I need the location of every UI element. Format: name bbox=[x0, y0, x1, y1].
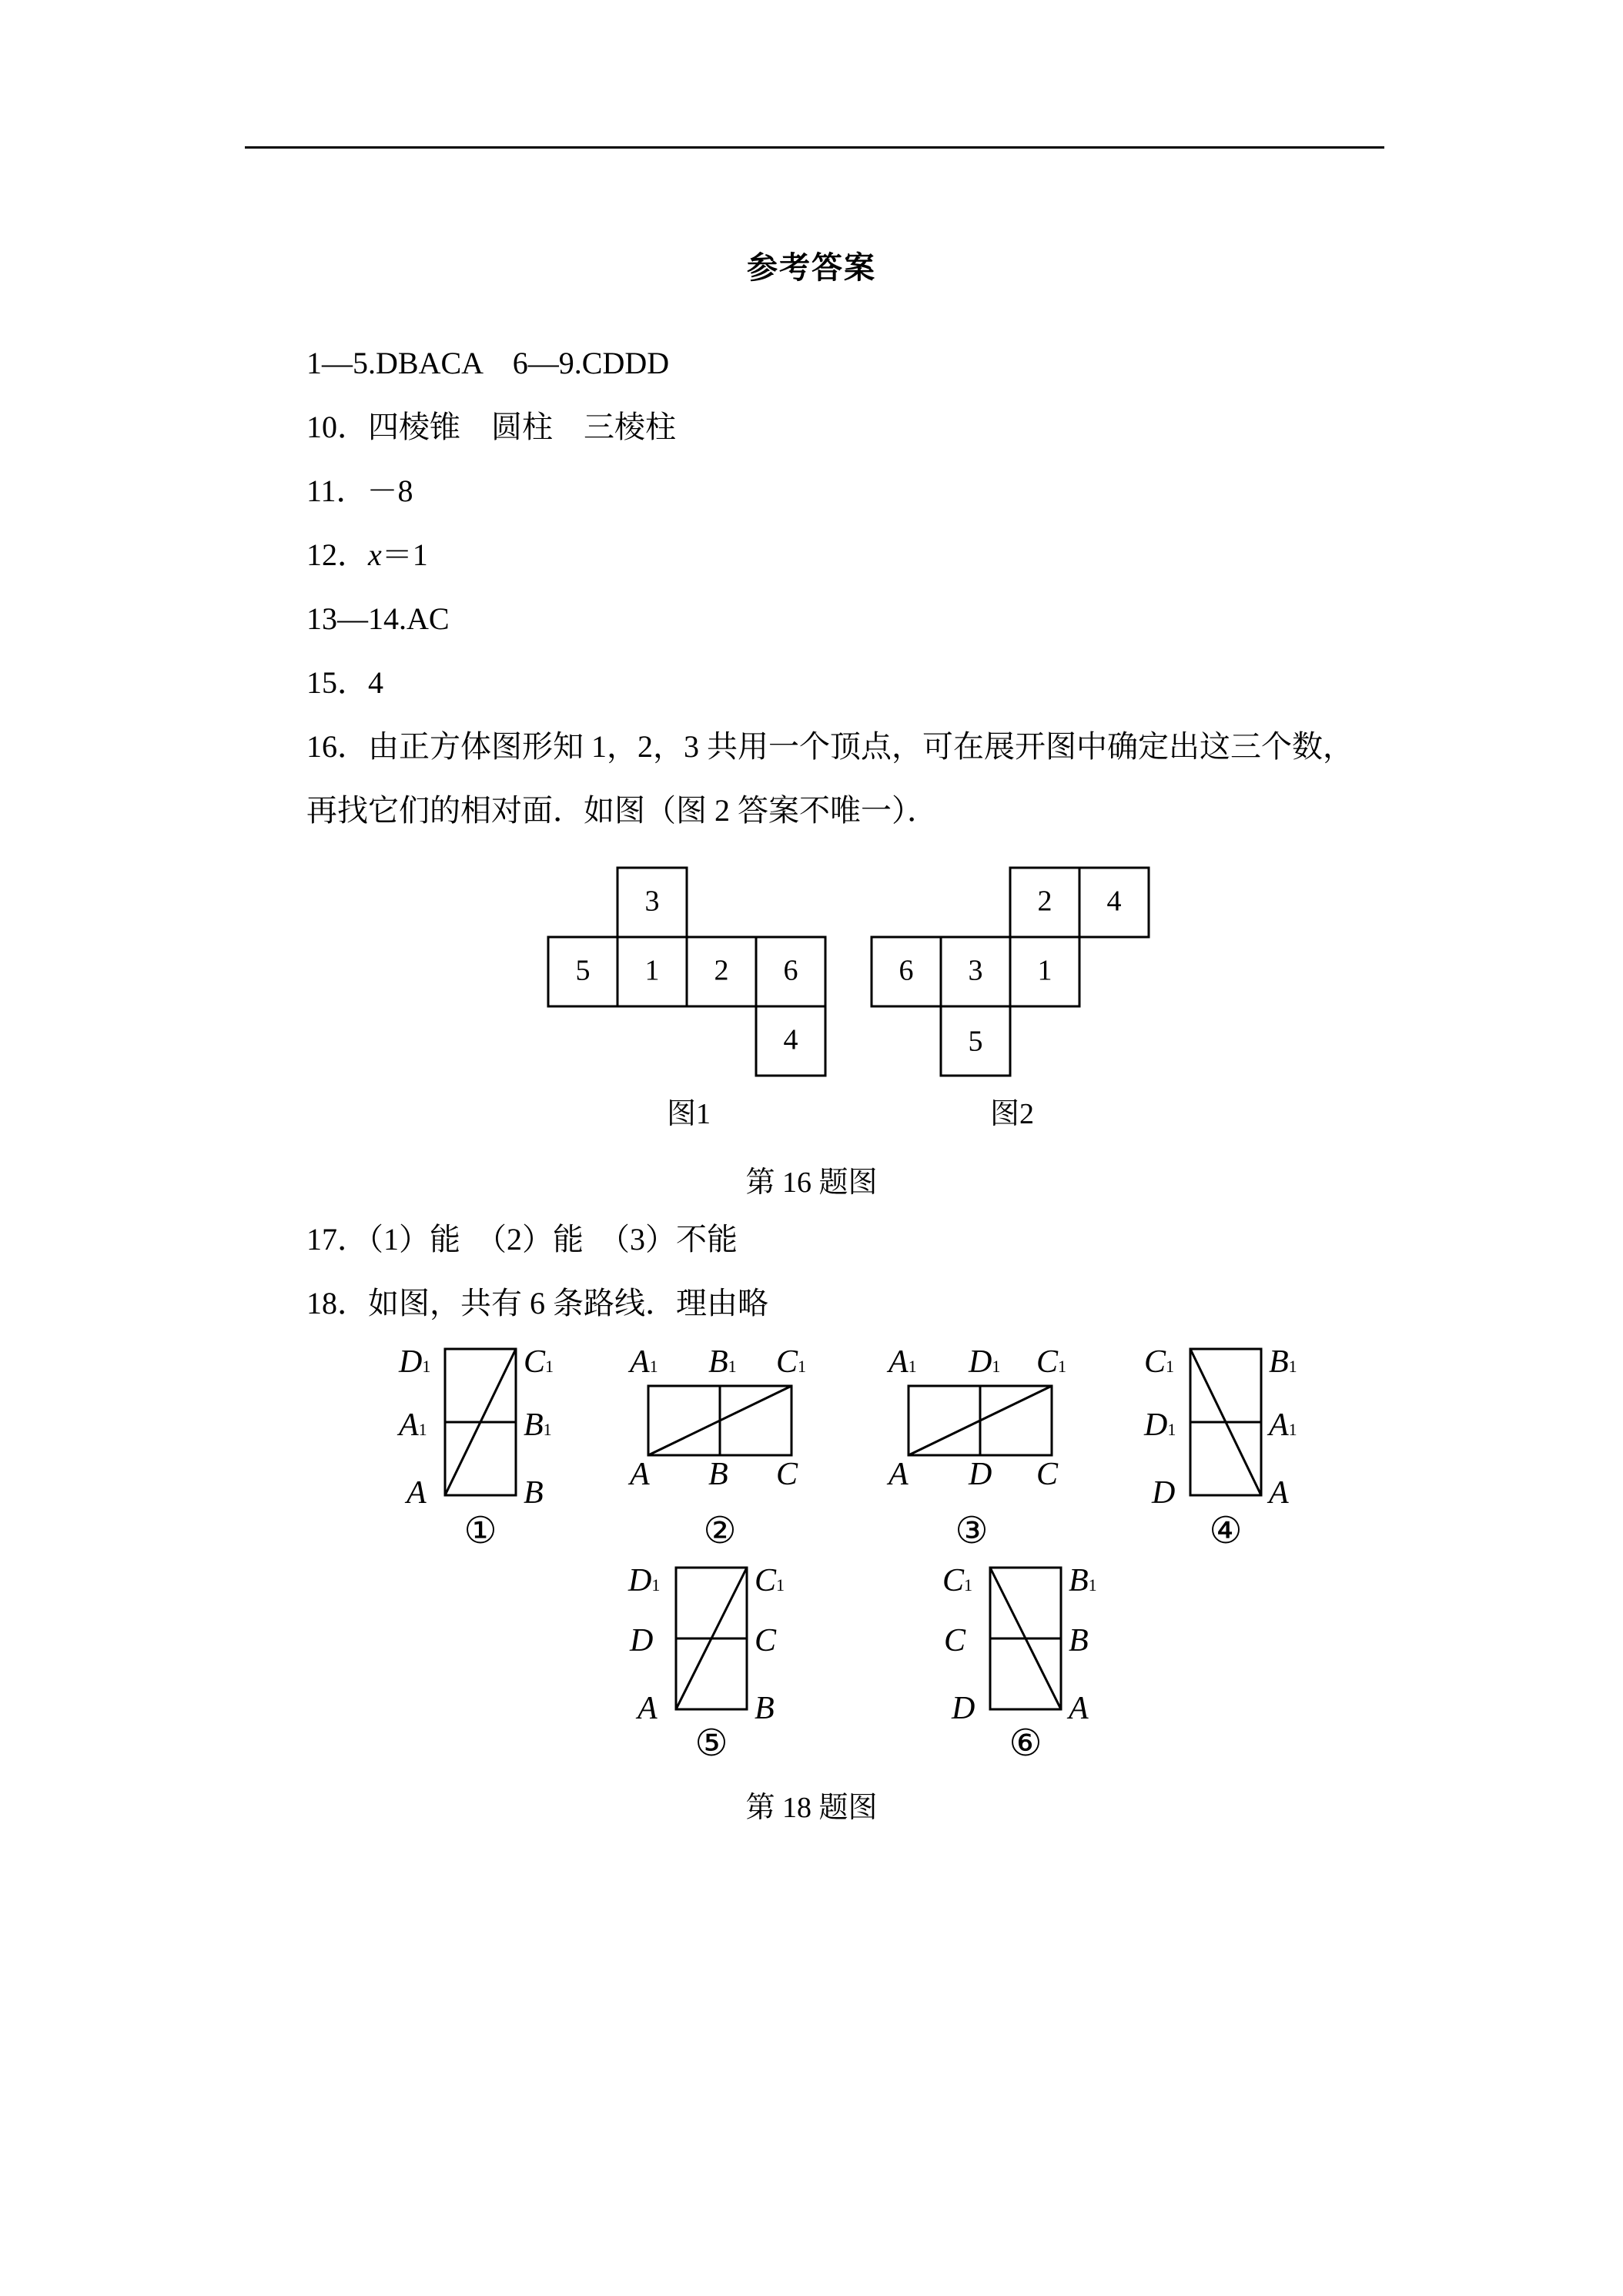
label: A bbox=[630, 1344, 650, 1380]
svg-text:D1 bbox=[627, 1563, 660, 1598]
label: A bbox=[888, 1344, 909, 1380]
label: A bbox=[888, 1457, 909, 1492]
svg-text:C1 bbox=[1144, 1344, 1174, 1380]
figure-18-caption: 第 18 题图 bbox=[745, 1792, 878, 1824]
label: D bbox=[628, 1563, 652, 1598]
figure-16-caption-1: 图1 bbox=[667, 1098, 711, 1130]
answer-10: 10．四棱锥 圆柱 三棱柱 bbox=[306, 410, 676, 444]
net1-cell: 6 bbox=[783, 954, 798, 987]
label: B bbox=[755, 1691, 775, 1726]
label: B bbox=[524, 1475, 544, 1511]
label: A bbox=[1269, 1407, 1289, 1443]
label: B bbox=[1069, 1623, 1089, 1658]
svg-text:B1 bbox=[1069, 1563, 1097, 1598]
label: A bbox=[1069, 1691, 1089, 1726]
net2-top: 4 bbox=[1106, 885, 1122, 918]
net2-cell: 1 bbox=[1037, 954, 1052, 987]
label-subscript: 1 bbox=[1288, 1420, 1297, 1439]
label-subscript: 1 bbox=[992, 1357, 1001, 1376]
label: A bbox=[399, 1407, 419, 1443]
net1-cell: 1 bbox=[644, 954, 660, 987]
net1-cell: 2 bbox=[714, 954, 729, 987]
svg-text:C1 bbox=[1036, 1344, 1066, 1380]
route-number: ③ bbox=[955, 1511, 989, 1551]
label: B bbox=[1069, 1563, 1089, 1598]
label-subscript: 1 bbox=[545, 1357, 554, 1376]
label-subscript: 1 bbox=[1166, 1357, 1175, 1376]
net1-cell: 5 bbox=[575, 954, 591, 987]
route-number: ⑥ bbox=[1009, 1723, 1042, 1764]
answer-18: 18．如图，共有 6 条路线．理由略 bbox=[306, 1286, 768, 1320]
svg-text:D1 bbox=[1143, 1407, 1176, 1443]
answer-17: 17．（1）能 （2）能 （3）不能 bbox=[306, 1222, 738, 1257]
label: D bbox=[969, 1344, 992, 1380]
svg-text:C1 bbox=[942, 1563, 972, 1598]
answer-16-line2: 再找它们的相对面．如图（图 2 答案不唯一）． bbox=[306, 793, 938, 828]
net2-top: 2 bbox=[1037, 885, 1052, 918]
svg-text:C1 bbox=[776, 1344, 806, 1380]
label: D bbox=[1144, 1407, 1168, 1443]
svg-text:B1 bbox=[524, 1407, 552, 1443]
label-subscript: 1 bbox=[728, 1357, 737, 1376]
label: A bbox=[407, 1475, 427, 1511]
answer-11: 11．－8 bbox=[306, 474, 413, 508]
label-subscript: 1 bbox=[964, 1575, 973, 1595]
answer-12-prefix: 12． bbox=[306, 537, 368, 572]
label-subscript: 1 bbox=[776, 1575, 785, 1595]
label-subscript: 1 bbox=[908, 1357, 917, 1376]
label: C bbox=[776, 1457, 798, 1492]
label-subscript: 1 bbox=[422, 1357, 431, 1376]
label: D bbox=[969, 1457, 992, 1492]
route-number: ④ bbox=[1209, 1511, 1243, 1551]
label: B bbox=[708, 1344, 728, 1380]
label: D bbox=[630, 1623, 654, 1658]
label: C bbox=[1036, 1344, 1059, 1380]
label-subscript: 1 bbox=[418, 1420, 427, 1439]
answer-12-value: ＝1 bbox=[381, 537, 428, 572]
net2-bottom: 5 bbox=[968, 1025, 983, 1058]
label: C bbox=[1036, 1457, 1059, 1492]
label-subscript: 1 bbox=[651, 1575, 661, 1595]
svg-text:A1 bbox=[1267, 1407, 1297, 1443]
label: B bbox=[524, 1407, 544, 1443]
route-number: ② bbox=[703, 1511, 737, 1551]
answer-1-9: 1—5.DBACA 6—9.CDDD bbox=[306, 346, 670, 380]
svg-text:A1 bbox=[397, 1407, 427, 1443]
page-title: 参考答案 bbox=[747, 250, 876, 285]
route-number: ① bbox=[463, 1511, 497, 1551]
net2-cell: 3 bbox=[968, 954, 983, 987]
net1-bottom: 4 bbox=[783, 1023, 798, 1056]
svg-text:A1 bbox=[627, 1344, 658, 1380]
label: C bbox=[942, 1563, 965, 1598]
label: B bbox=[1269, 1344, 1289, 1380]
svg-text:D1 bbox=[398, 1344, 430, 1380]
label-subscript: 1 bbox=[649, 1357, 658, 1376]
answer-12-variable: x bbox=[368, 537, 382, 572]
answer-13-14: 13—14.AC bbox=[306, 601, 450, 636]
label-subscript: 1 bbox=[798, 1357, 807, 1376]
label-subscript: 1 bbox=[1167, 1420, 1176, 1439]
route-number: ⑤ bbox=[694, 1723, 728, 1764]
label: C bbox=[524, 1344, 546, 1380]
label: A bbox=[1269, 1475, 1289, 1511]
label-subscript: 1 bbox=[1288, 1357, 1297, 1376]
answer-16-line1: 16．由正方体图形知 1，2，3 共用一个顶点，可在展开图中确定出这三个数， bbox=[306, 729, 1354, 764]
label-subscript: 1 bbox=[1088, 1575, 1097, 1595]
svg-text:B1 bbox=[1269, 1344, 1297, 1380]
label: B bbox=[708, 1457, 728, 1492]
label-subscript: 1 bbox=[543, 1420, 552, 1439]
net1-top: 3 bbox=[644, 885, 660, 918]
svg-text:A1 bbox=[886, 1344, 917, 1380]
label: A bbox=[630, 1457, 650, 1492]
label: C bbox=[755, 1623, 777, 1658]
svg-text:C1 bbox=[524, 1344, 554, 1380]
label: D bbox=[952, 1691, 975, 1726]
svg-text:B1 bbox=[708, 1344, 737, 1380]
label: C bbox=[776, 1344, 798, 1380]
figure-16-caption: 第 16 题图 bbox=[745, 1166, 878, 1199]
figure-16-caption-2: 图2 bbox=[990, 1098, 1035, 1130]
label: C bbox=[944, 1623, 966, 1658]
label: D bbox=[399, 1344, 423, 1380]
label-subscript: 1 bbox=[1058, 1357, 1067, 1376]
label: A bbox=[637, 1691, 658, 1726]
net2-cell: 6 bbox=[899, 954, 914, 987]
label: C bbox=[1144, 1344, 1166, 1380]
label: C bbox=[755, 1563, 777, 1598]
figure-18 bbox=[0, 1309, 1623, 1771]
answer-15: 15．4 bbox=[306, 665, 383, 700]
svg-text:C1 bbox=[755, 1563, 785, 1598]
svg-text:D1 bbox=[968, 1344, 1000, 1380]
label: D bbox=[1152, 1475, 1176, 1511]
